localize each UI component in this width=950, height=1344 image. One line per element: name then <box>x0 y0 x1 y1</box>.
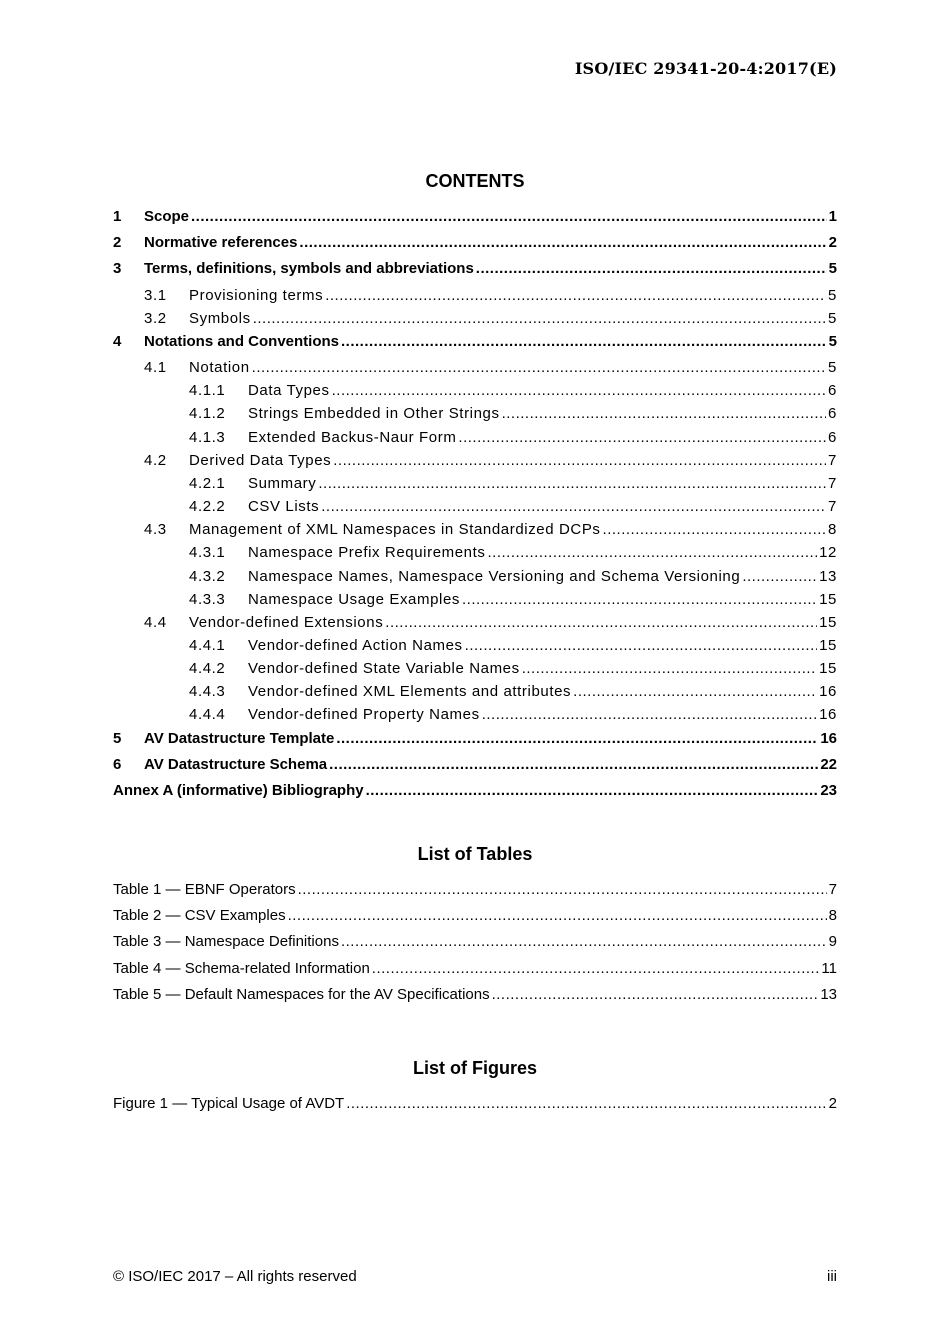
copyright-notice: © ISO/IEC 2017 – All rights reserved <box>113 1268 357 1285</box>
toc-entry[interactable]: 4.2 Derived Data Types ..... 7 <box>113 451 837 471</box>
toc-entry[interactable]: 4.3.2 Namespace Names, Namespace Versioning and Schema Versioning ..... 13 <box>113 567 837 587</box>
toc-entry[interactable]: 1 Scope ..... 1 <box>113 207 837 227</box>
list-of-tables-title: List of Tables <box>417 844 533 864</box>
document-id-header: ISO/IEC 29341-20-4:2017(E) <box>574 59 837 78</box>
toc-entry[interactable]: 4.3 Management of XML Namespaces in Standardized DCPs ..... 8 <box>113 520 837 540</box>
toc-entry[interactable]: 5 AV Datastructure Template ..... 16 <box>113 729 837 749</box>
toc-entry[interactable]: 4.1.2 Strings Embedded in Other Strings ..... 6 <box>113 404 837 424</box>
toc-entry[interactable]: 6 AV Datastructure Schema ..... 22 <box>113 755 837 775</box>
toc-entry[interactable]: 3 Terms, definitions, symbols and abbreviations ..... 5 <box>113 259 837 279</box>
toc-entry[interactable]: 4 Notations and Conventions ..... 5 <box>113 332 837 352</box>
toc-entry[interactable]: 4.2.2 CSV Lists ..... 7 <box>113 497 837 517</box>
table-entry[interactable]: Table 3 — Namespace Definitions ..... 9 <box>113 932 837 952</box>
toc-entry[interactable]: 4.4.2 Vendor-defined State Variable Names ..... 15 <box>113 659 837 679</box>
table-entry[interactable]: Table 2 — CSV Examples ..... 8 <box>113 906 837 926</box>
page-number: iii <box>827 1268 837 1285</box>
table-entry[interactable]: Table 1 — EBNF Operators ..... 7 <box>113 880 837 900</box>
table-entry[interactable]: Table 4 — Schema-related Information ..... 11 <box>113 959 837 979</box>
toc-entry[interactable]: 3.2 Symbols ..... 5 <box>113 309 837 329</box>
toc-entry[interactable]: 4.1.3 Extended Backus-Naur Form ..... 6 <box>113 428 837 448</box>
toc-entry[interactable]: 3.1 Provisioning terms ..... 5 <box>113 286 837 306</box>
toc-entry[interactable]: 4.4.1 Vendor-defined Action Names ..... 15 <box>113 636 837 656</box>
toc-entry[interactable]: 4.3.1 Namespace Prefix Requirements ..... 12 <box>113 543 837 563</box>
figure-entry[interactable]: Figure 1 — Typical Usage of AVDT ..... 2 <box>113 1094 837 1114</box>
toc-entry-annex[interactable]: Annex A (informative) Bibliography ..... 23 <box>113 781 837 801</box>
list-of-figures-title: List of Figures <box>412 1058 537 1078</box>
toc-entry[interactable]: 2 Normative references ..... 2 <box>113 233 837 253</box>
contents-title: CONTENTS <box>425 171 525 191</box>
toc-entry[interactable]: 4.1 Notation ..... 5 <box>113 358 837 378</box>
toc-entry[interactable]: 4.4.3 Vendor-defined XML Elements and attributes ..... 16 <box>113 682 837 702</box>
toc-entry[interactable]: 4.1.1 Data Types ..... 6 <box>113 381 837 401</box>
toc-entry[interactable]: 4.4 Vendor-defined Extensions ..... 15 <box>113 613 837 633</box>
toc-entry[interactable]: 4.2.1 Summary ..... 7 <box>113 474 837 494</box>
table-entry[interactable]: Table 5 — Default Namespaces for the AV Specifications ..... 13 <box>113 985 837 1005</box>
toc-entry[interactable]: 4.4.4 Vendor-defined Property Names ..... 16 <box>113 705 837 725</box>
toc-entry[interactable]: 4.3.3 Namespace Usage Examples ..... 15 <box>113 590 837 610</box>
